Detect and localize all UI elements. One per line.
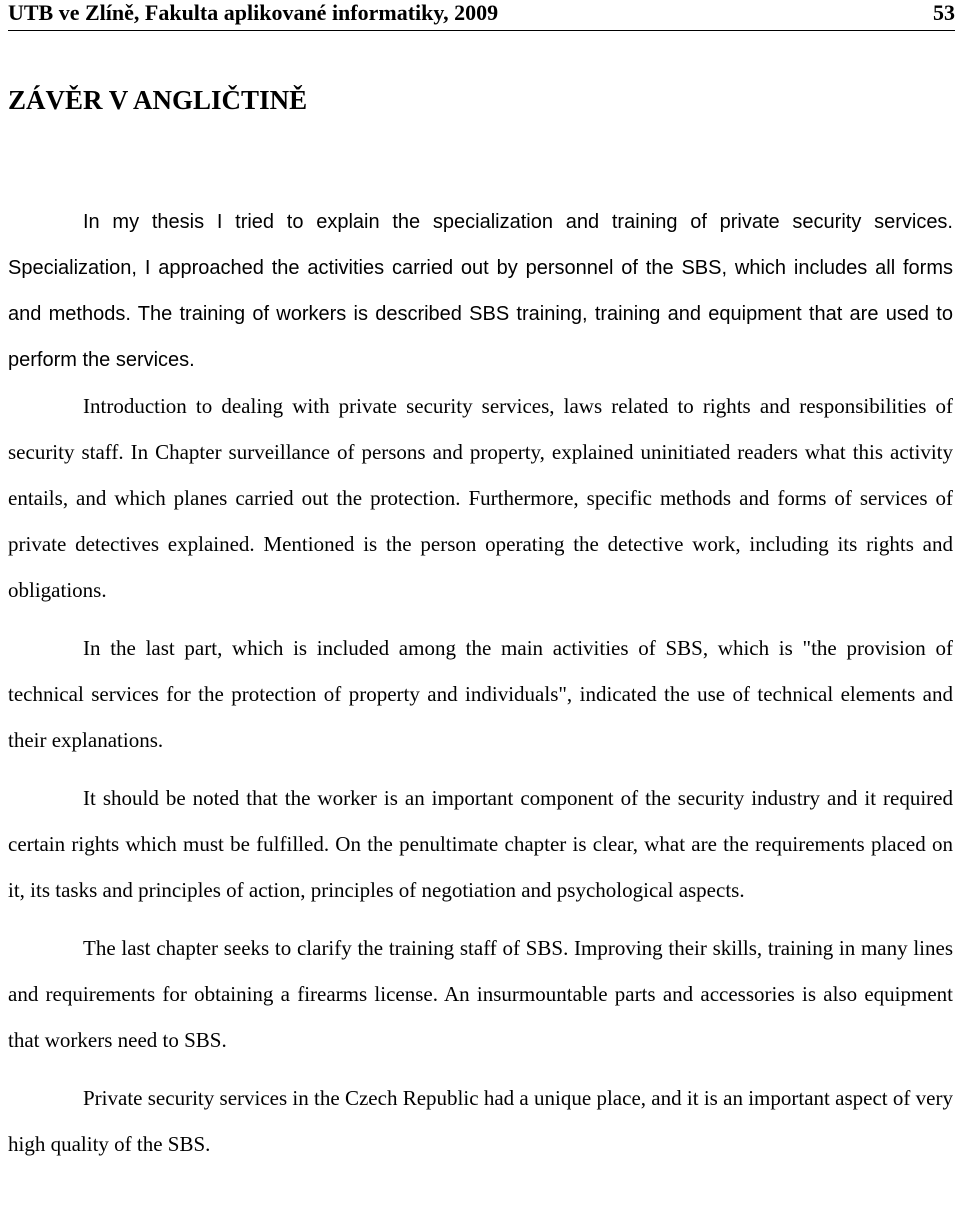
paragraph-5: The last chapter seeks to clarify the training staff of SBS. Improving their skills, training in many lines and requirements for obtaining a firearms license. An insurmountable parts and accessories is also equipment that workers need to SBS. bbox=[8, 936, 953, 1052]
paragraph-6: Private security services in the Czech Republic had a unique place, and it is an important aspect of very high quality of the SBS. bbox=[8, 1086, 953, 1156]
running-header bbox=[8, 0, 955, 31]
paragraph-1: In my thesis I tried to explain the specialization and training of private security services. Specialization, I approached the activities carried out by personnel of the SBS, which includes all forms and methods. The training of workers is described SBS training, training and equipment that are used to perform the services. bbox=[8, 211, 953, 371]
paragraph-2: Introduction to dealing with private security services, laws related to rights and responsibilities of security staff. In Chapter surveillance of persons and property, explained uninitiated readers what this activity entails, and which planes carried out the protection. Furthermore, specific methods and forms of services of private detectives explained. Mentioned is the person operating the detective work, including its rights and obligations. bbox=[8, 394, 953, 602]
body-text bbox=[8, 199, 953, 1167]
paragraph-3: In the last part, which is included among the main activities of SBS, which is "the provision of technical services for the protection of property and individuals", indicated the use of technical elements and their explanations. bbox=[8, 636, 953, 752]
page-number: 53 bbox=[933, 0, 955, 25]
chapter-title: ZÁVĚR V ANGLIČTINĚ bbox=[8, 85, 308, 115]
header-title: UTB ve Zlíně, Fakulta aplikované informatiky, 2009 bbox=[8, 0, 499, 25]
paragraph-4: It should be noted that the worker is an important component of the security industry and it required certain rights which must be fulfilled. On the penultimate chapter is clear, what are the requirements placed on it, its tasks and principles of action, principles of negotiation and psychological aspects. bbox=[8, 786, 953, 902]
